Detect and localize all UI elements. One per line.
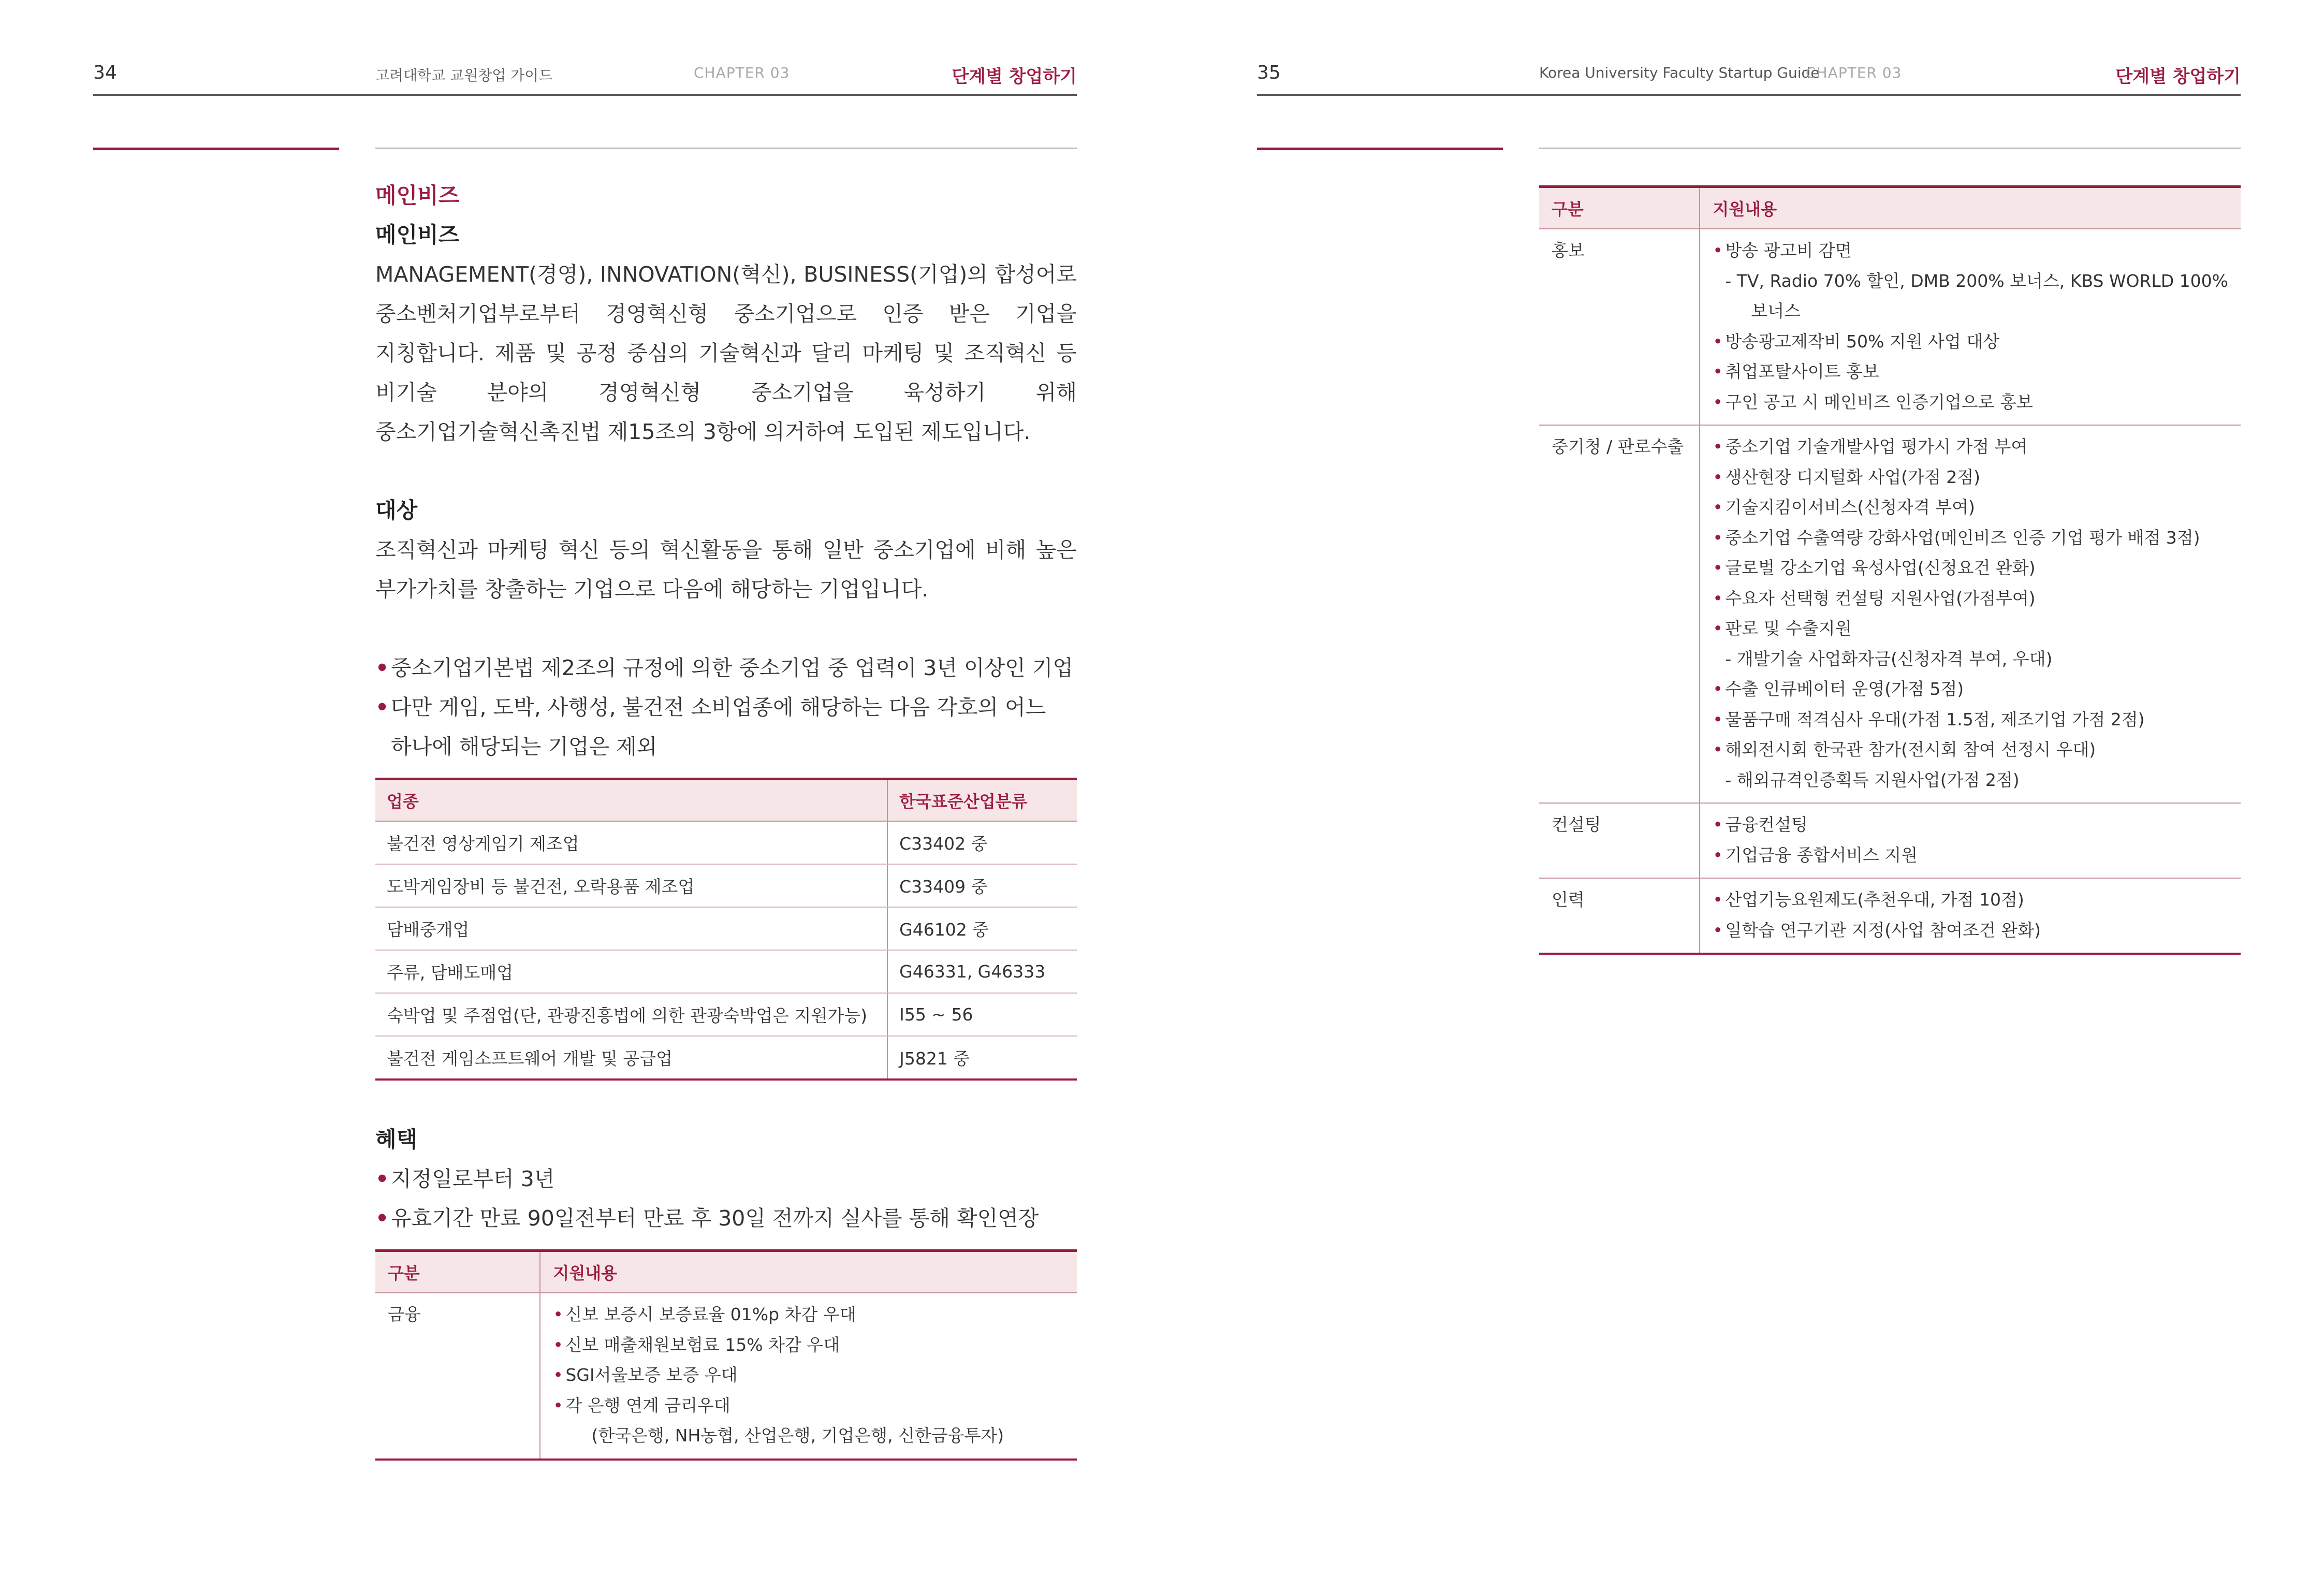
industry-cell: 도박게임장비 등 불건전, 오락용품 제조업 (375, 864, 887, 907)
table-row (375, 907, 1077, 950)
accent-divider (93, 148, 339, 150)
accent-divider (1257, 148, 1503, 150)
table-header-row (1539, 187, 2241, 229)
support-bullet-item: • SGI서울보증 보증 우대 (553, 1360, 1064, 1391)
intro-heading: 메인비즈 (375, 222, 460, 247)
support-bullet-item: • 방송광고제작비 50% 지원 사업 대상 (1713, 327, 2228, 357)
support-bullet-item: • 방송 광고비 감면 (1713, 236, 2228, 266)
right-support-table (1539, 185, 2241, 955)
support-sub-item: - TV, Radio 70% 할인, DMB 200% 보너스, KBS WORLD 100% (1725, 270, 2228, 291)
table-row (375, 864, 1077, 907)
table-row (375, 821, 1077, 864)
support-sub-item: 보너스 (1751, 301, 1801, 321)
support-bullet-item: • 일학습 연구기관 지정(사업 참여조건 완화) (1713, 915, 2228, 946)
benefit-heading: 혜택 (375, 1127, 418, 1152)
support-bullet-item: • 중소기업 수출역량 강화사업(메인비즈 인증 기업 평가 배점 3점) (1713, 523, 2228, 553)
table-row (1539, 425, 2241, 803)
category-cell: 금융 (375, 1293, 540, 1460)
support-content-cell (1700, 229, 2241, 425)
category-cell: 홍보 (1539, 229, 1700, 425)
support-bullet-item: • 수요자 선택형 컨설팅 지원사업(가점부여) (1713, 584, 2228, 614)
code-cell: I55 ~ 56 (887, 993, 1077, 1036)
table-header-row (375, 779, 1077, 822)
code-cell: C33409 중 (887, 864, 1077, 907)
table-row (375, 1293, 1077, 1460)
support-content-cell (1700, 878, 2241, 954)
support-bullet-item: • 기업금융 종합서비스 지원 (1713, 840, 2228, 871)
content-divider (1539, 148, 2241, 149)
guide-title: Korea University Faculty Startup Guide (1539, 64, 1820, 81)
column-header: 한국표준산업분류 (887, 779, 1077, 822)
left-content (375, 176, 1077, 1461)
support-bullet-item: • 판로 및 수출지원 (1713, 614, 2228, 644)
support-line-list (1713, 236, 2228, 417)
table-row (375, 993, 1077, 1036)
chapter-label: CHAPTER 03 (1806, 64, 1902, 81)
column-header: 지원내용 (1700, 187, 2241, 229)
support-sub-item: - 해외규격인증획득 지원사업(가점 2점) (1725, 769, 2020, 790)
support-bullet-item: • 구인 공고 시 메인비즈 인증기업으로 홍보 (1713, 387, 2228, 418)
target-bullet-list (375, 648, 1077, 766)
page-header (1257, 58, 2241, 96)
page-number: 35 (1257, 62, 1281, 83)
support-bullet-item: • 기술지킴이서비스(신청자격 부여) (1713, 492, 2228, 523)
content-divider (375, 148, 1077, 149)
industry-cell: 담배중개업 (375, 907, 887, 950)
table-row (375, 1036, 1077, 1080)
support-bullet-item: • 신보 매출채원보험료 15% 차감 우대 (553, 1330, 1064, 1361)
bullet-item: • 다만 게임, 도박, 사행성, 불건전 소비업종에 해당하는 다음 각호의 어느 하나에 해당되는 기업은 제외 (375, 695, 1046, 759)
industry-cell: 불건전 게임소프트웨어 개발 및 공급업 (375, 1036, 887, 1080)
support-bullet-item: • 금융컨설팅 (1713, 810, 2228, 840)
code-cell: G46331, G46333 (887, 950, 1077, 993)
support-sub-item: - 개발기술 사업화자금(신청자격 부여, 우대) (1725, 648, 2053, 669)
section-title: 단계별 창업하기 (2115, 66, 2241, 87)
target-paragraph: 조직혁신과 마케팅 혁신 등의 혁신활동을 통해 일반 중소기업에 비해 높은 부가가치를 창출하는 기업으로 다음에 해당하는 기업입니다. (375, 537, 1077, 602)
table-header-row (375, 1251, 1077, 1293)
section-title: 단계별 창업하기 (952, 66, 1077, 87)
category-cell: 컨설팅 (1539, 803, 1700, 878)
support-bullet-item: • 각 은행 연계 금리우대 (553, 1391, 1064, 1421)
table-row (375, 950, 1077, 993)
topic-heading: 메인비즈 (375, 183, 460, 208)
category-cell: 인력 (1539, 878, 1700, 954)
code-cell: G46102 중 (887, 907, 1077, 950)
support-bullet-item: • 중소기업 기술개발사업 평가시 가점 부여 (1713, 432, 2228, 462)
intro-paragraph: MANAGEMENT(경영), INNOVATION(혁신), BUSINESS(기업)의 합성어로 중소벤처기업부로부터 경영혁신형 중소기업으로 인증 받은 기업을 지칭합니다. 제품 및 공정 중심의 기술혁신과 달리 마케팅 및 조직혁신 등 비기술 분야의 경영혁신형 중소기업을 육성하기 위해 중소기업기술혁신촉진법 제15조의 3항에 의거하여 도입된 제도입니다. (375, 262, 1077, 444)
industry-cell: 주류, 담배도매업 (375, 950, 887, 993)
support-line-list (553, 1300, 1064, 1451)
industry-cell: 불건전 영상게임기 제조업 (375, 821, 887, 864)
left-support-table (375, 1249, 1077, 1461)
support-bullet-item: • 신보 보증시 보증료율 01%p 차감 우대 (553, 1300, 1064, 1330)
table-row (1539, 878, 2241, 954)
industry-cell: 숙박업 및 주점업(단, 관광진흥법에 의한 관광숙박업은 지원가능) (375, 993, 887, 1036)
table-row (1539, 803, 2241, 878)
bullet-item: • 중소기업기본법 제2조의 규정에 의한 중소기업 중 업력이 3년 이상인 기업 (375, 655, 1074, 680)
support-sub-item: (한국은행, NH농협, 산업은행, 기업은행, 신한금융투자) (591, 1425, 1004, 1446)
code-cell: C33402 중 (887, 821, 1077, 864)
excluded-industry-table (375, 778, 1077, 1081)
support-content-cell (540, 1293, 1077, 1460)
support-content-cell (1700, 425, 2241, 803)
category-cell: 중기청 / 판로수출 (1539, 425, 1700, 803)
support-line-list (1713, 885, 2228, 945)
support-bullet-item: • 취업포탈사이트 홍보 (1713, 357, 2228, 387)
table-row (1539, 229, 2241, 425)
target-heading: 대상 (375, 498, 418, 523)
code-cell: J5821 중 (887, 1036, 1077, 1080)
bullet-item: • 유효기간 만료 90일전부터 만료 후 30일 전까지 실사를 통해 확인연장 (375, 1206, 1039, 1231)
guide-title: 고려대학교 교원창업 가이드 (375, 67, 553, 84)
support-line-list (1713, 810, 2228, 870)
support-bullet-item: • 생산현장 디지털화 사업(가점 2점) (1713, 462, 2228, 493)
column-header: 구분 (1539, 187, 1700, 229)
support-content-cell (1700, 803, 2241, 878)
support-line-list (1713, 432, 2228, 795)
right-page (1162, 0, 2324, 1590)
column-header: 업종 (375, 779, 887, 822)
chapter-label: CHAPTER 03 (694, 64, 790, 81)
page-number: 34 (93, 62, 117, 83)
support-bullet-item: • 산업기능요원제도(추천우대, 가점 10점) (1713, 885, 2228, 915)
column-header: 구분 (375, 1251, 540, 1293)
support-bullet-item: • 해외전시회 한국관 참가(전시회 참여 선정시 우대) (1713, 735, 2228, 765)
column-header: 지원내용 (540, 1251, 1077, 1293)
bullet-item: • 지정일로부터 3년 (375, 1166, 555, 1191)
support-bullet-item: • 수출 인큐베이터 운영(가점 5점) (1713, 674, 2228, 705)
benefit-bullet-list (375, 1159, 1077, 1238)
support-bullet-item: • 글로벌 강소기업 육성사업(신청요건 완화) (1713, 553, 2228, 584)
page-header (93, 58, 1077, 96)
right-content (1539, 185, 2241, 955)
support-bullet-item: • 물품구매 적격심사 우대(가점 1.5점, 제조기업 가점 2점) (1713, 705, 2228, 735)
